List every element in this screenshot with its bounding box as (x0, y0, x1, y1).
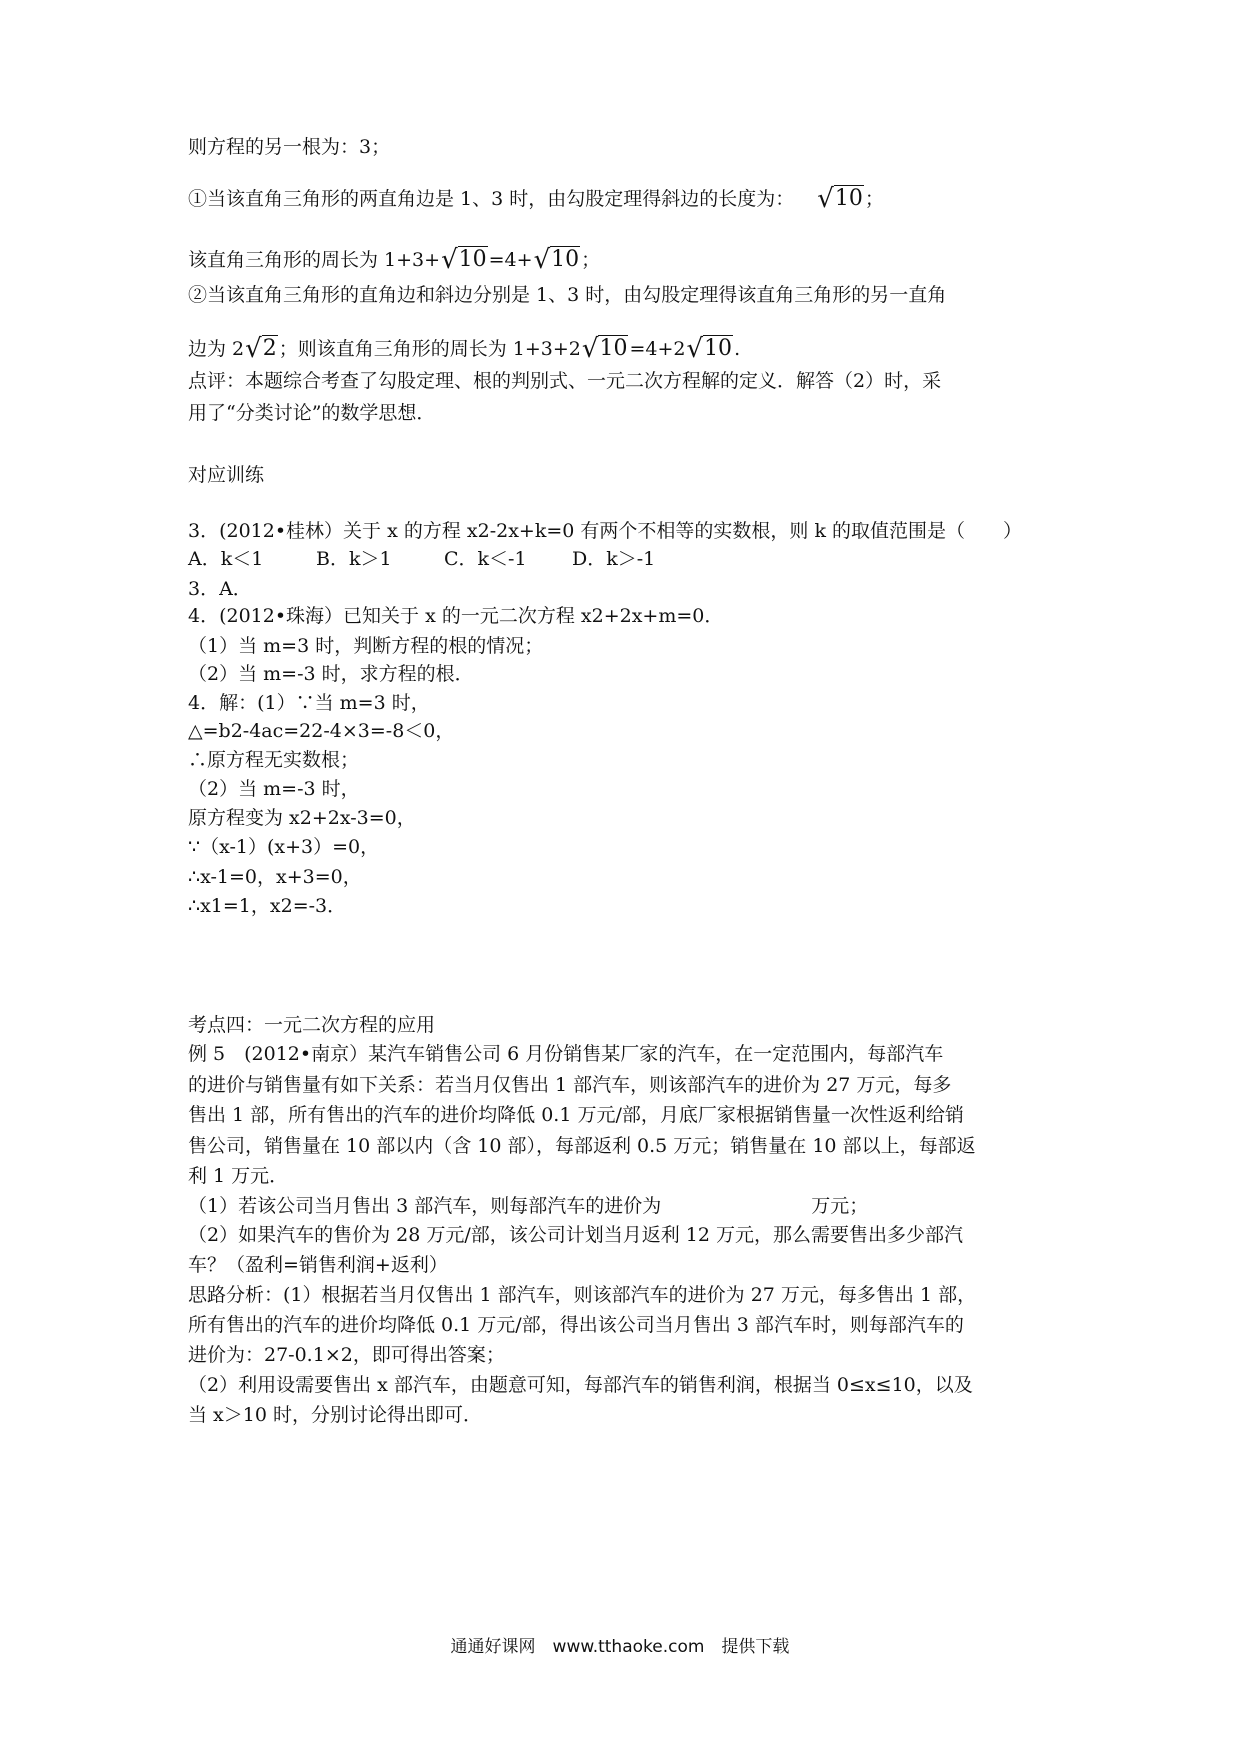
analysis-text: 当 x＞10 时，分别讨论得出即可． (188, 1404, 482, 1426)
solution-line: ∴x1=1，x2=-3． (188, 895, 347, 917)
answer-3: 3．A． (188, 578, 252, 600)
question-4-part1: （1）当 m=3 时，判断方程的根的情况； (188, 635, 544, 657)
text-line: 该直角三角形的周长为 1+3+√10 =4+√10 ； (188, 245, 601, 275)
solution-line: 原方程变为 x2+2x-3=0， (188, 807, 416, 829)
section-title: 考点四：一元二次方程的应用 (188, 1014, 436, 1036)
sqrt-10: √10 (817, 184, 863, 214)
analysis-text: （2）利用设需要售出 x 部汽车，由题意可知，每部汽车的销售利润，根据当 0≤x≤10，以及 (188, 1374, 973, 1396)
solution-line: ∵（x-1）(x+3）=0， (188, 836, 380, 858)
analysis-text: 所有售出的汽车的进价均降低 0.1 万元/部，得出该公司当月售出 3 部汽车时，则每部汽车的 (188, 1314, 964, 1336)
question-3-options: A．k＜1 B．k＞1 C．k＜-1 D．k＞-1 (188, 548, 656, 570)
text-line: ①当该直角三角形的两直角边是 1、3 时，由勾股定理得斜边的长度为： √10 ； (188, 184, 884, 214)
example-text: 例 5 (2012•南京）某汽车销售公司 6 月份销售某厂家的汽车，在一定范围内，每部汽车 (188, 1043, 944, 1065)
analysis-text: 进价为：27-0.1×2，即可得出答案； (188, 1344, 505, 1366)
question-3: 3．(2012•桂林）关于 x 的方程 x2-2x+k=0 有两个不相等的实数根，则 k 的取值范围是（ ） (188, 520, 1022, 542)
solution-line: △=b2-4ac=22-4×3=-8＜0， (188, 720, 455, 742)
example-question-2: 车？（盈利=销售利润+返利） (188, 1254, 448, 1276)
sqrt-10: √10 (686, 334, 733, 364)
example-question-1: （1）若该公司当月售出 3 部汽车，则每部汽车的进价为 万元； (188, 1195, 869, 1217)
text-line: 用了“分类讨论”的数学思想． (188, 402, 436, 424)
text-line: ②当该直角三角形的直角边和斜边分别是 1、3 时，由勾股定理得该直角三角形的另一直角 (188, 284, 947, 306)
question-4: 4．(2012•珠海）已知关于 x 的一元二次方程 x2+2x+m=0． (188, 605, 724, 627)
example-text: 售公司，销售量在 10 部以内（含 10 部），每部返利 0.5 万元；销售量在 10 部以上，每部返 (188, 1135, 976, 1157)
solution-line: 4．解：(1）∵当 m=3 时， (188, 692, 430, 714)
example-question-2: （2）如果汽车的售价为 28 万元/部，该公司计划当月返利 12 万元，那么需要售出多少部汽 (188, 1224, 964, 1246)
solution-line: ∴x-1=0，x+3=0， (188, 866, 362, 888)
analysis-text: 思路分析：(1）根据若当月仅售出 1 部汽车，则该部汽车的进价为 27 万元，每多售出 1 部， (188, 1284, 977, 1306)
example-text: 售出 1 部，所有售出的汽车的进价均降低 0.1 万元/部，月底厂家根据销售量一次性返利给销 (188, 1104, 964, 1126)
section-title: 对应训练 (188, 464, 265, 486)
question-4-part2: （2）当 m=-3 时，求方程的根． (188, 663, 474, 685)
sqrt-2: √2 (245, 334, 277, 364)
text-line: 边为 2√2 ；则该直角三角形的周长为 1+3+2√10 =4+2√10 . (188, 334, 741, 364)
example-text: 的进价与销售量有如下关系：若当月仅售出 1 部汽车，则该部汽车的进价为 27 万元，每多 (188, 1074, 952, 1096)
sqrt-10: √10 (581, 334, 628, 364)
example-text: 利 1 万元． (188, 1165, 289, 1187)
text-line: 则方程的另一根为：3； (188, 136, 391, 158)
solution-line: （2）当 m=-3 时， (188, 778, 360, 800)
sqrt-10: √10 (441, 245, 487, 275)
page-footer: 通通好课网 www.tthaoke.com 提供下载 (450, 1637, 790, 1657)
solution-line: ∴原方程无实数根； (188, 749, 360, 771)
text-line: 点评：本题综合考查了勾股定理、根的判别式、一元二次方程解的定义．解答（2）时，采 (188, 370, 942, 392)
sqrt-10: √10 (533, 245, 580, 275)
